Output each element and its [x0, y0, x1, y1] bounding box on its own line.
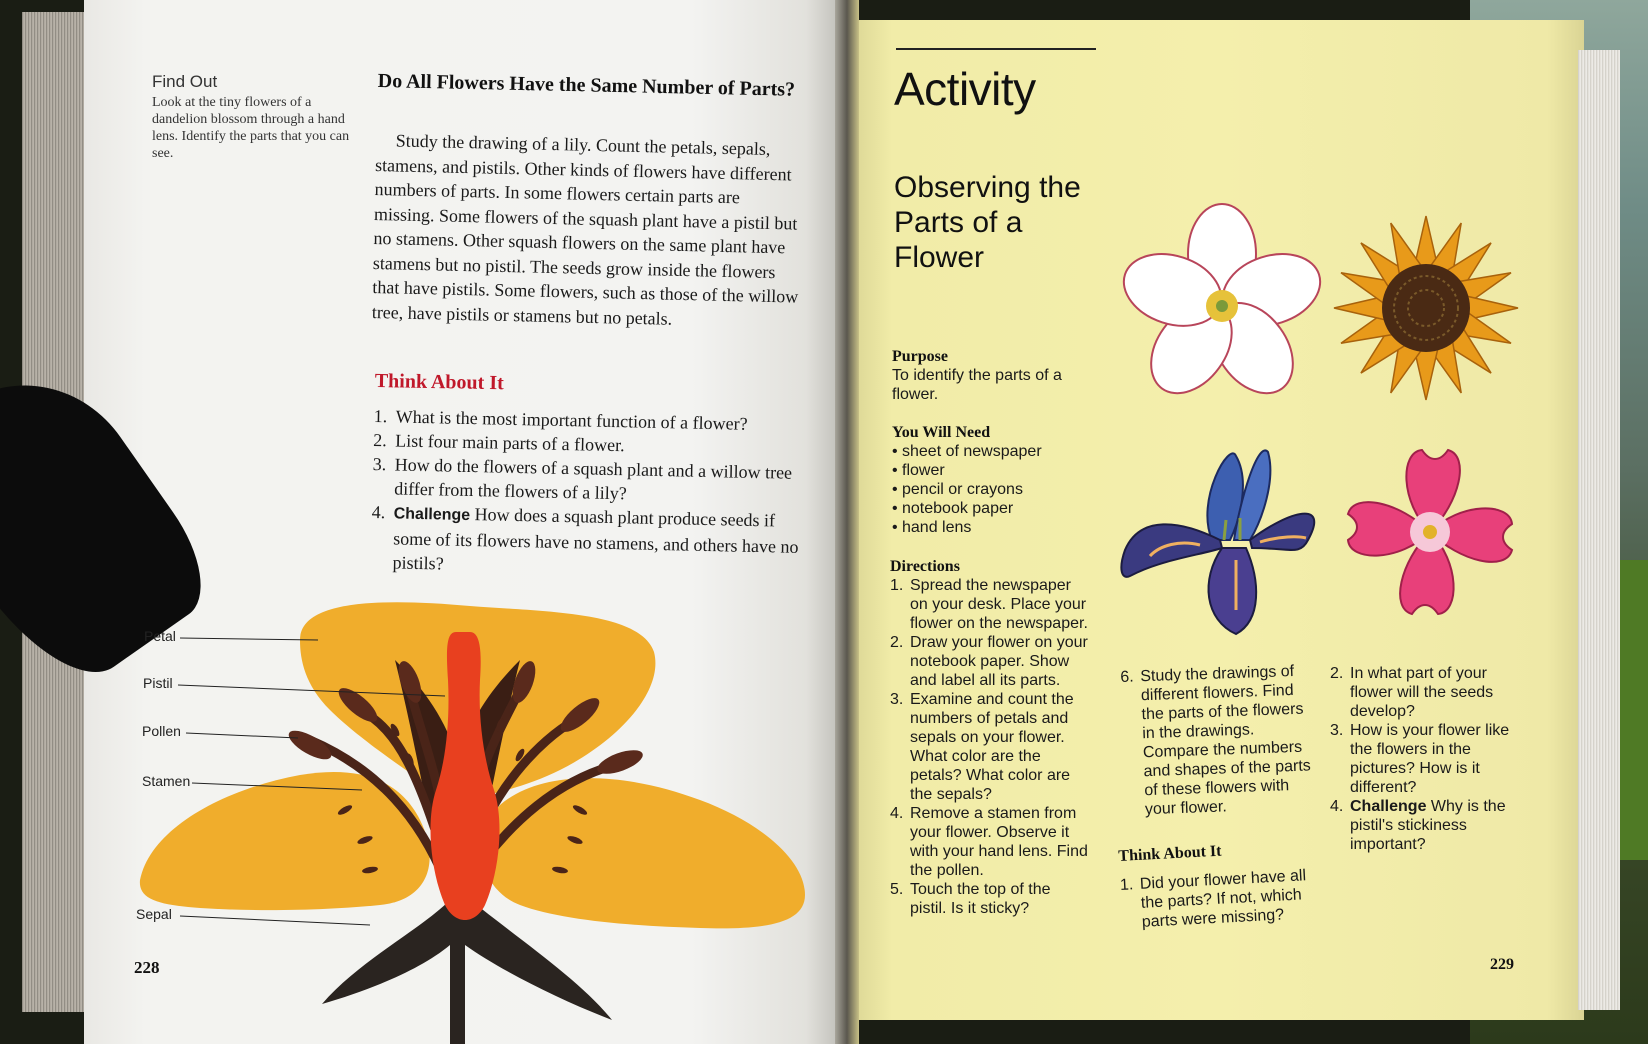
label-stamen: Stamen	[142, 773, 191, 789]
you-will-need-heading: You Will Need	[892, 424, 991, 441]
directions-heading: Directions	[890, 558, 960, 575]
think-about-it-heading: Think About It	[374, 370, 504, 395]
direction-step: 2. Draw your flower on your notebook paper. Show and label all its parts.	[890, 634, 1088, 689]
activity-question: 2. In what part of your flower will the seeds develop?	[1330, 665, 1494, 720]
direction-step: 4. Remove a stamen from your flower. Observe it with your hand lens. Find the pollen.	[890, 805, 1088, 879]
purpose-text: To identify the parts of a flower.	[892, 367, 1062, 403]
question-item: 2. List four main parts of a flower.	[373, 429, 625, 456]
find-out-body: Look at the tiny flowers of a dandelion blossom through a hand lens. Identify the parts that you can see.	[152, 95, 350, 161]
activity-think-heading: Think About It	[1118, 842, 1222, 865]
materials-item: • flower	[892, 462, 945, 479]
activity-question: 4. Challenge Why is the pistil's stickiness important?	[1330, 798, 1506, 853]
label-petal: Petal	[144, 628, 176, 644]
materials-item: • pencil or crayons	[892, 481, 1023, 498]
purpose-heading: Purpose	[892, 348, 948, 365]
activity-question: 1. Did your flower have all the parts? If not, which parts were missing?	[1119, 867, 1307, 931]
direction-step: 1. Spread the newspaper on your desk. Place your flower on the newspaper.	[890, 577, 1088, 632]
section-heading: Do All Flowers Have the Same Number of Parts?	[377, 70, 796, 101]
direction-step: 5. Touch the top of the pistil. Is it sticky?	[890, 881, 1051, 917]
materials-item: • hand lens	[892, 519, 972, 536]
activity-question: 3. How is your flower like the flowers in the pictures? How is it different?	[1330, 722, 1510, 796]
find-out-title: Find Out	[152, 72, 218, 91]
pink-flower-image	[1348, 450, 1512, 614]
question-item: 1. What is the most important function of a flower?	[373, 405, 748, 434]
body-paragraph: Study the drawing of a lily. Count the petals, sepals, stamens, and pistils. Other kinds of flowers have different numbers of parts. In some flowers certain parts are missing. Some flowers of the squash plant have a pistil but no stamens. Other squash flowers on the same plant have stamens but no pistil. The seeds grow inside the flowers that have pistils. Some flowers, such as those of the willow tree, have pistils or stamens but no petals.	[371, 130, 799, 329]
white-flower-image	[1114, 204, 1329, 409]
activity-label: Activity	[894, 63, 1036, 115]
iris-image	[1121, 450, 1314, 634]
label-pollen: Pollen	[142, 723, 181, 739]
direction-step: 6. Study the drawings of different flowers. Find the parts of the flowers in the drawings. Compare the numbers and shapes of the parts of these flowers with your flower.	[1120, 662, 1312, 819]
label-sepal: Sepal	[136, 906, 172, 922]
label-pistil: Pistil	[143, 675, 173, 691]
direction-step: 3. Examine and count the numbers of petals and sepals on your flower. What color are the petals? What color are the sepals?	[890, 691, 1074, 803]
page-number-left: 228	[134, 958, 160, 977]
question-item: 4. Challenge How does a squash plant produce seeds if some of its flowers have no stamens, and others have no pistils?	[371, 501, 799, 574]
sunflower-image	[1334, 216, 1518, 400]
activity-title: Observing the Parts of a Flower	[894, 171, 1081, 274]
materials-item: • notebook paper	[892, 500, 1014, 517]
question-item: 3. How do the flowers of a squash plant and a willow tree differ from the flowers of a lily?	[372, 453, 793, 504]
page-number-right: 229	[1490, 956, 1514, 973]
materials-item: • sheet of newspaper	[892, 443, 1042, 460]
